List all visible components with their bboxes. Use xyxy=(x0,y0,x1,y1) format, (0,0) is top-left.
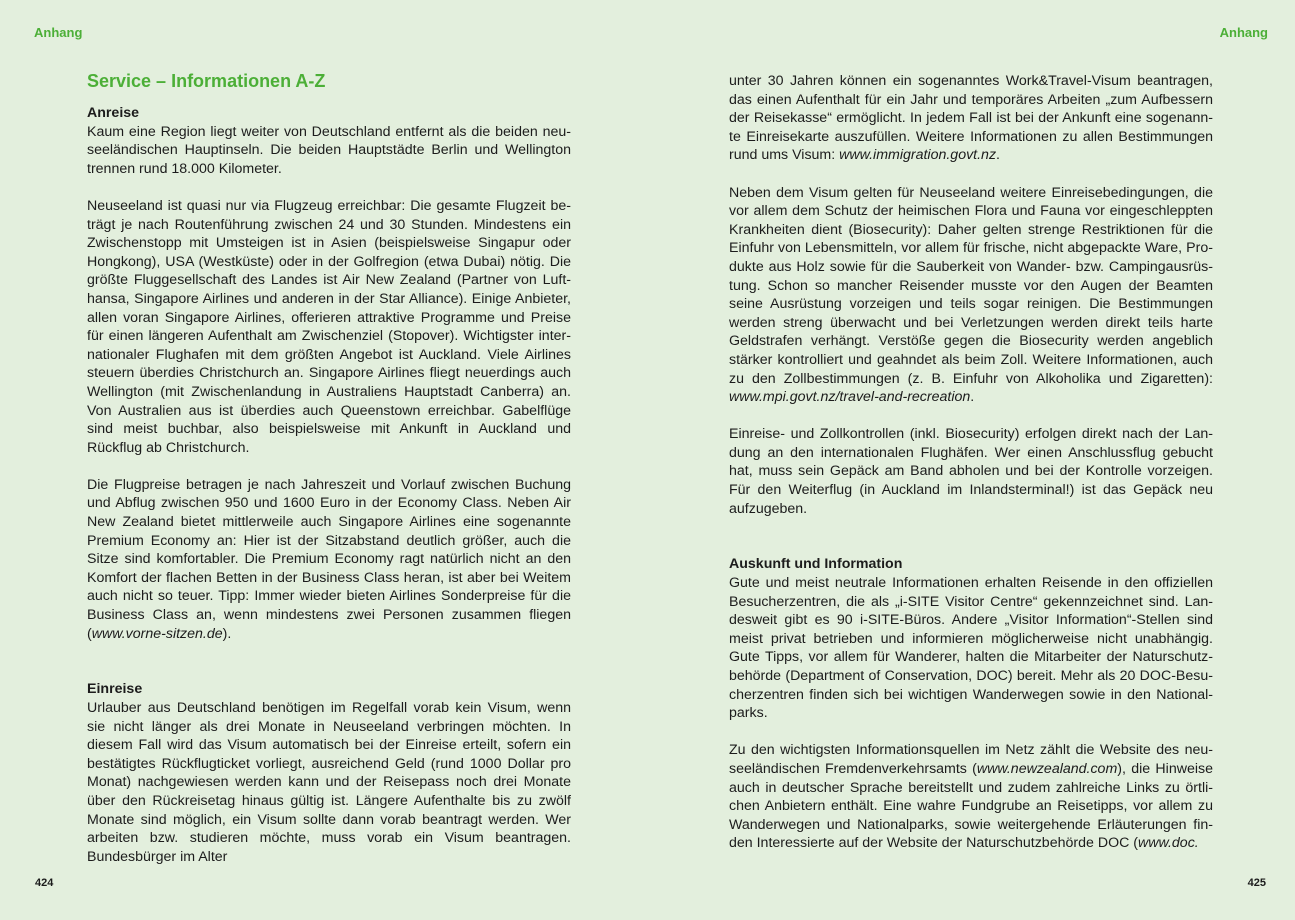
paragraph: Gute und meist neutrale Informationen erhalten Reisende in den offiziellen Besucherzentren, die als „i-SITE Visitor Centre“ gekennzeichnet sind. Landesweit gibt es 90 i-SITE-Büros. Andere „Visitor Information“-Stellen sind meist privat betrieben und informieren möglicherweise nicht unabhängig. Gute Tipps, vor allem für Wanderer, halten die Mitarbeiter der Naturschutzbehörde (Department of Conservation, DOC) bereit. Mehr als 20 DOC-Besucherzentren finden sich bei wichtigen Wanderwegen sowie in den Nationalparks. xyxy=(729,575,1213,722)
link-mpi: www.mpi.govt.nz/travel-and-recreation xyxy=(729,389,971,406)
paragraph: Zu den wichtigsten Informationsquellen im Netz zählt die Website des neuseeländischen Fremdenverkehrsamts (www.newzealand.com), die Hinweise auch in deutscher Sprache bereitstellt und zudem zahlreiche Links zu örtlichen Anbietern enthält. Eine wahre Fundgrube an Reisetipps, vor allem zu Wanderwegen und Nationalparks, sowie weitergehende Erläuterungen finden Interessierte auf der Website der Naturschutzbehörde DOC (www.doc. xyxy=(729,742,1213,852)
page-number-left: 424 xyxy=(35,877,54,889)
right-text-column xyxy=(729,72,1213,872)
paragraph: Kaum eine Region liegt weiter von Deutschland entfernt als die beiden neuseeländischen Hauptinseln. Die beiden Hauptstädte Berlin und Wellington trennen rund 18.000 Kilometer. xyxy=(87,123,571,177)
heading-auskunft: Auskunft und Information xyxy=(729,556,903,573)
paragraph: Die Flugpreise betragen je nach Jahreszeit und Vorlauf zwischen Buchung und Abflug zwischen 950 und 1600 Euro in der Economy Class. Neben Air New Zealand bietet mittlerweile auch Singapore Airlines eine sogenannte Premium Economy an: Hier ist der Sitzabstand deutlich größer, auch die Sitze sind komfortabler. Die Premium Economy ragt natürlich nicht an den Komfort der flachen Betten in der Business Class heran, ist aber bei Weitem auch nicht so teuer. Tipp: Immer wieder bieten Airlines Sonderpreise für die Business Class an, wenn mindestens zwei Personen zusammen fliegen (www.vorne-sitzen.de). xyxy=(87,476,571,642)
left-text-column xyxy=(87,70,571,885)
paragraph: Neuseeland ist quasi nur via Flugzeug erreichbar: Die gesamte Flugzeit beträgt je nach Routenführung zwischen 24 und 30 Stunden. Mindestens ein Zwischenstopp mit Umsteigen ist in Asien (beispielsweise Singapur oder Hongkong), USA (Westküste) oder in der Golfregion (etwa Dubai) nötig. Die größte Fluggesellschaft des Landes ist Air New Zealand (Partner von Lufthansa, Singapore Airlines und anderen in der Star Alliance). Einige Anbieter, allen voran Singapore Airlines, offerieren attraktive Programme und Preise für einen längeren Aufenthalt am Zwischenziel (Stopover). Wichtigster internationaler Flughafen mit dem größten Angebot ist Auckland. Viele Airlines steuern überdies Christchurch an. Singapore Airlines fliegt neuerdings auch Wellington (mit Zwischenlandung in Australiens Hauptstadt Canberra) an. Von Australien aus ist überdies auch Queenstown erreichbar. Gabelflüge sind meist buchbar, also beispielsweise mit Ankunft in Auckland und Rückflug ab Christchurch. xyxy=(87,197,571,456)
running-head-left: Anhang xyxy=(34,25,83,40)
link-immigration: www.immigration.govt.nz xyxy=(839,147,997,164)
heading-einreise: Einreise xyxy=(87,681,143,698)
paragraph: Neben dem Visum gelten für Neuseeland weitere Einreisebedingungen, die vor allem dem Schutz der heimischen Flora und Fauna vor eingeschleppten Krankheiten dient (Biosecurity): Daher gelten strenge Restriktionen für die Einfuhr von Lebensmitteln, vor allem für frische, nicht abgepackte Ware, Produkte aus Holz sowie für die Sauberkeit von Wander- bzw. Campingausrüstung. Schon so mancher Reisender musste vor den Augen der Beamten seine Ausrüstung vorzeigen und teils sogar reinigen. Die Bestimmungen werden streng überwacht und bei Verletzungen werden direkt teils harte Geldstrafen verhängt. Verstöße gegen die Biosecurity werden angeblich stärker kontrolliert und geahndet als beim Zoll. Weitere Informationen, auch zu den Zollbestimmungen (z. B. Einfuhr von Alkoholika und Zigaretten): www.mpi.govt.nz/travel-and-recreation. xyxy=(729,184,1213,406)
link-vorne-sitzen: www.vorne-sitzen.de xyxy=(91,625,223,642)
paragraph: Einreise- und Zollkontrollen (inkl. Biosecurity) erfolgen direkt nach der Landung an den internationalen Flughäfen. Wer einen Anschlussflug gebucht hat, muss sein Gepäck am Band abholen und bei der Kontrolle vorzeigen. Für den Weiterflug (in Auckland im Inlandsterminal!) ist das Gepäck neu aufzugeben. xyxy=(729,426,1213,517)
page-number-right: 425 xyxy=(1247,877,1266,889)
paragraph: Urlauber aus Deutschland benötigen im Regelfall vorab kein Visum, wenn sie nicht länger als drei Monate in Neuseeland verbringen möchten. In diesem Fall wird das Visum automatisch bei der Einreise erteilt, sofern ein bestätigtes Rückflugticket vorliegt, ausreichend Geld (rund 1000 Dollar pro Monat) nachgewiesen werden kann und der Reisepass noch drei Monate über den Rückreisetag hinaus gültig ist. Längere Aufenthalte bis zu zwölf Monate sind möglich, ein Visum sollte dann vorab beantragt werden. Wer arbeiten bzw. studieren möchte, muss vorab ein Visum beantragen. Bundesbürger im Alter xyxy=(87,700,571,865)
running-head-right: Anhang xyxy=(1219,25,1268,40)
heading-anreise: Anreise xyxy=(87,105,140,121)
right-page xyxy=(647,0,1295,920)
left-page xyxy=(0,0,647,920)
section-title: Service – Informationen A-Z xyxy=(87,71,326,91)
paragraph: unter 30 Jahren können ein sogenanntes Work&Travel-Visum beantragen, das einen Aufenthalt für ein Jahr und temporäres Arbeiten „zum Aufbessern der Reisekasse“ ermöglicht. In jedem Fall ist bei der Ankunft eine sogenannte Einreisekarte auszufüllen. Weitere Informationen zu allen Bestimmungen rund ums Visum: www.immigration.govt.nz. xyxy=(729,73,1213,164)
link-newzealand: www.newzealand.com xyxy=(976,760,1118,777)
link-doc: www.doc. xyxy=(1138,835,1199,852)
